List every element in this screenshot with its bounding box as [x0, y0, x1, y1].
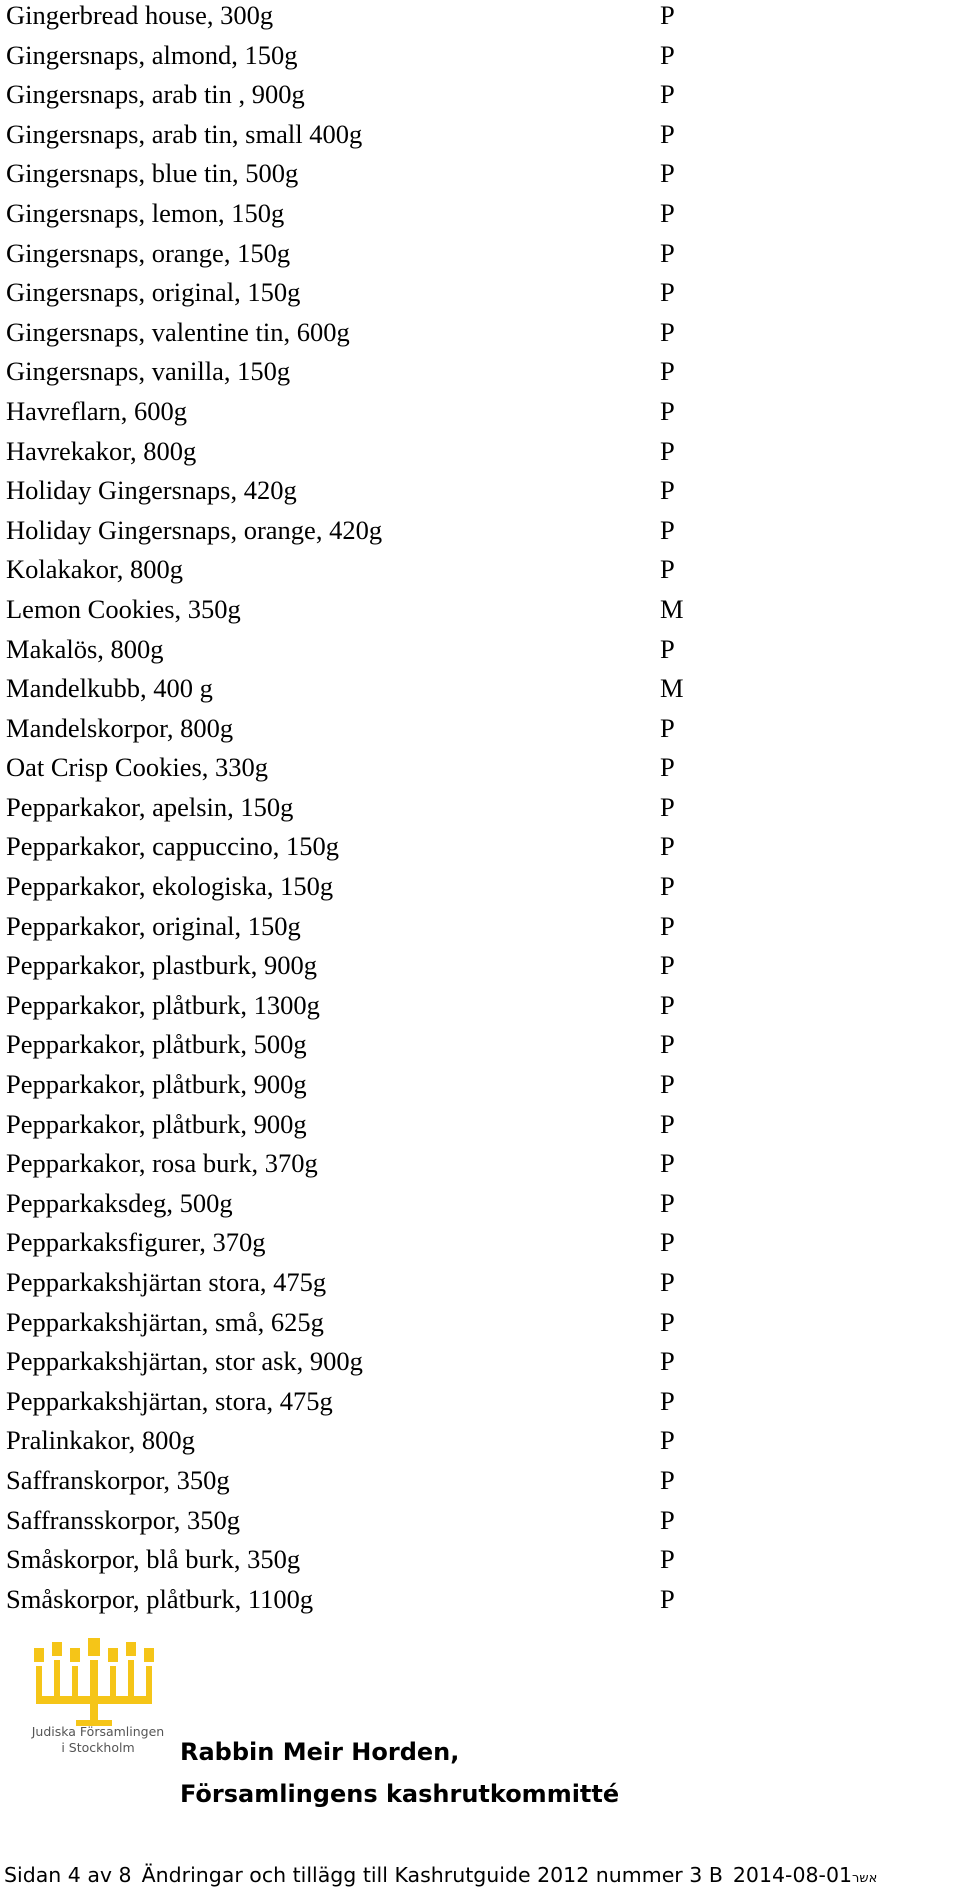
product-name: Pepparkakor, plåtburk, 900g	[6, 1108, 307, 1139]
org-name-line2: i Stockholm	[61, 1740, 135, 1755]
kashrut-code: P	[660, 1108, 675, 1139]
product-name: Pepparkaksdeg, 500g	[6, 1187, 233, 1218]
list-item	[6, 1267, 946, 1307]
kashrut-code: P	[660, 1306, 675, 1337]
product-name: Småskorpor, blå burk, 350g	[6, 1544, 301, 1575]
kashrut-code: P	[660, 752, 675, 783]
list-item	[6, 1069, 946, 1109]
footer-hebrew-mark: אשר	[852, 1871, 878, 1886]
list-item	[6, 119, 946, 159]
kashrut-code: P	[660, 989, 675, 1020]
footer-date: 2014-08-01	[732, 1863, 853, 1887]
product-name: Gingersnaps, valentine tin, 600g	[6, 316, 350, 347]
product-name: Makalös, 800g	[6, 633, 164, 664]
product-name: Havreflarn, 600g	[6, 395, 188, 426]
kashrut-code: P	[660, 633, 675, 664]
product-name: Oat Crisp Cookies, 330g	[6, 752, 269, 783]
list-item	[6, 871, 946, 911]
product-name: Pepparkakshjärtan, små, 625g	[6, 1306, 324, 1337]
kashrut-code: P	[660, 871, 675, 902]
list-item	[6, 1307, 946, 1347]
kashrut-code: P	[660, 1385, 675, 1416]
list-item	[6, 831, 946, 871]
kashrut-code: P	[660, 1148, 675, 1179]
list-item	[6, 1465, 946, 1505]
product-name: Pepparkakshjärtan, stora, 475g	[6, 1385, 333, 1416]
signature-name: Rabbin Meir Horden,	[180, 1738, 460, 1766]
list-item	[6, 673, 946, 713]
product-name: Pepparkakor, original, 150g	[6, 910, 301, 941]
kashrut-code: P	[660, 118, 675, 149]
kashrut-code: P	[660, 1583, 675, 1614]
product-name: Mandelskorpor, 800g	[6, 712, 234, 743]
kashrut-code: P	[660, 831, 675, 862]
product-name: Havrekakor, 800g	[6, 435, 197, 466]
list-item	[6, 1386, 946, 1426]
kashrut-code: P	[660, 712, 675, 743]
list-item	[6, 317, 946, 357]
list-item	[6, 1188, 946, 1228]
kashrut-code: M	[660, 673, 684, 704]
list-item	[6, 40, 946, 80]
kashrut-code: P	[660, 0, 675, 30]
kashrut-code: P	[660, 356, 675, 387]
kashrut-code: P	[660, 1187, 675, 1218]
product-name: Gingersnaps, blue tin, 500g	[6, 158, 299, 189]
kashrut-code: P	[660, 158, 675, 189]
kashrut-code: P	[660, 910, 675, 941]
product-name: Lemon Cookies, 350g	[6, 593, 241, 624]
list-item	[6, 1109, 946, 1149]
product-name: Gingersnaps, arab tin , 900g	[6, 79, 305, 110]
list-item	[6, 1425, 946, 1465]
product-name: Gingersnaps, orange, 150g	[6, 237, 291, 268]
list-item	[6, 634, 946, 674]
list-item	[6, 396, 946, 436]
kashrut-code: P	[660, 554, 675, 585]
product-name: Pepparkakor, plåtburk, 1300g	[6, 989, 320, 1020]
kashrut-code: P	[660, 1227, 675, 1258]
kashrut-code: P	[660, 950, 675, 981]
list-item	[6, 436, 946, 476]
product-name: Saffranskorpor, 350g	[6, 1464, 230, 1495]
kashrut-code: P	[660, 791, 675, 822]
product-name: Pepparkakshjärtan stora, 475g	[6, 1267, 327, 1297]
list-item	[6, 1029, 946, 1069]
kashrut-code: P	[660, 435, 675, 466]
list-item	[6, 554, 946, 594]
kashrut-code: P	[660, 277, 675, 308]
kashrut-code: P	[660, 197, 675, 228]
kashrut-code: P	[660, 39, 675, 70]
product-name: Saffransskorpor, 350g	[6, 1504, 240, 1535]
list-item	[6, 277, 946, 317]
product-name: Gingersnaps, original, 150g	[6, 277, 301, 308]
kashrut-code: P	[660, 475, 675, 506]
list-item	[6, 990, 946, 1030]
product-name: Gingersnaps, almond, 150g	[6, 39, 298, 70]
list-item	[6, 752, 946, 792]
product-name: Gingersnaps, vanilla, 150g	[6, 356, 291, 387]
product-name: Pepparkakor, apelsin, 150g	[6, 791, 294, 822]
product-name: Gingersnaps, arab tin, small 400g	[6, 118, 363, 149]
list-item	[6, 594, 946, 634]
kashrut-code: P	[660, 1504, 675, 1535]
list-item	[6, 950, 946, 990]
list-item	[6, 475, 946, 515]
list-item	[6, 238, 946, 278]
list-item	[6, 356, 946, 396]
product-name: Holiday Gingersnaps, 420g	[6, 475, 297, 506]
list-item	[6, 1584, 946, 1624]
list-item	[6, 713, 946, 753]
product-name: Kolakakor, 800g	[6, 554, 184, 585]
kashrut-code: P	[660, 1425, 675, 1456]
product-name: Pralinkakor, 800g	[6, 1425, 195, 1456]
product-name: Gingersnaps, lemon, 150g	[6, 197, 285, 228]
list-item	[6, 158, 946, 198]
product-name: Pepparkakor, ekologiska, 150g	[6, 871, 334, 902]
product-name: Pepparkakor, cappuccino, 150g	[6, 831, 340, 862]
list-item	[6, 1227, 946, 1267]
page-footer	[4, 1863, 877, 1887]
product-name: Mandelkubb, 400 g	[6, 673, 213, 704]
product-name: Holiday Gingersnaps, orange, 420g	[6, 514, 383, 545]
product-list	[6, 0, 946, 1623]
kashrut-code: P	[660, 1346, 675, 1377]
list-item	[6, 198, 946, 238]
footer-page-number: Sidan 4 av 8	[4, 1863, 132, 1887]
signature-committee: Församlingens kashrutkommitté	[180, 1780, 620, 1808]
product-name: Pepparkaksfigurer, 370g	[6, 1227, 266, 1258]
product-name: Pepparkakor, rosa burk, 370g	[6, 1148, 318, 1179]
kashrut-code: P	[660, 1029, 675, 1060]
kashrut-code: P	[660, 1544, 675, 1575]
product-name: Gingerbread house, 300g	[6, 0, 274, 30]
list-item	[6, 1148, 946, 1188]
kashrut-code: P	[660, 1464, 675, 1495]
kashrut-code: P	[660, 316, 675, 347]
list-item	[6, 792, 946, 832]
product-name: Pepparkakor, plastburk, 900g	[6, 950, 317, 981]
kashrut-code: P	[660, 395, 675, 426]
kashrut-code: M	[660, 593, 684, 624]
kashrut-code: P	[660, 514, 675, 545]
product-name: Pepparkakor, plåtburk, 900g	[6, 1069, 307, 1100]
list-item	[6, 0, 946, 40]
kashrut-code: P	[660, 79, 675, 110]
kashrut-code: P	[660, 1069, 675, 1100]
org-name-line1: Judiska Församlingen	[31, 1724, 165, 1739]
list-item	[6, 515, 946, 555]
list-item	[6, 79, 946, 119]
footer-title: Ändringar och tillägg till Kashrutguide 2012 nummer 3 B	[141, 1863, 723, 1887]
product-name: Pepparkakor, plåtburk, 500g	[6, 1029, 307, 1060]
product-name: Småskorpor, plåtburk, 1100g	[6, 1583, 314, 1614]
list-item	[6, 911, 946, 951]
list-item	[6, 1544, 946, 1584]
kashrut-code: P	[660, 237, 675, 268]
product-name: Pepparkakshjärtan, stor ask, 900g	[6, 1346, 363, 1377]
kashrut-code: P	[660, 1267, 675, 1297]
list-item	[6, 1505, 946, 1545]
list-item	[6, 1346, 946, 1386]
